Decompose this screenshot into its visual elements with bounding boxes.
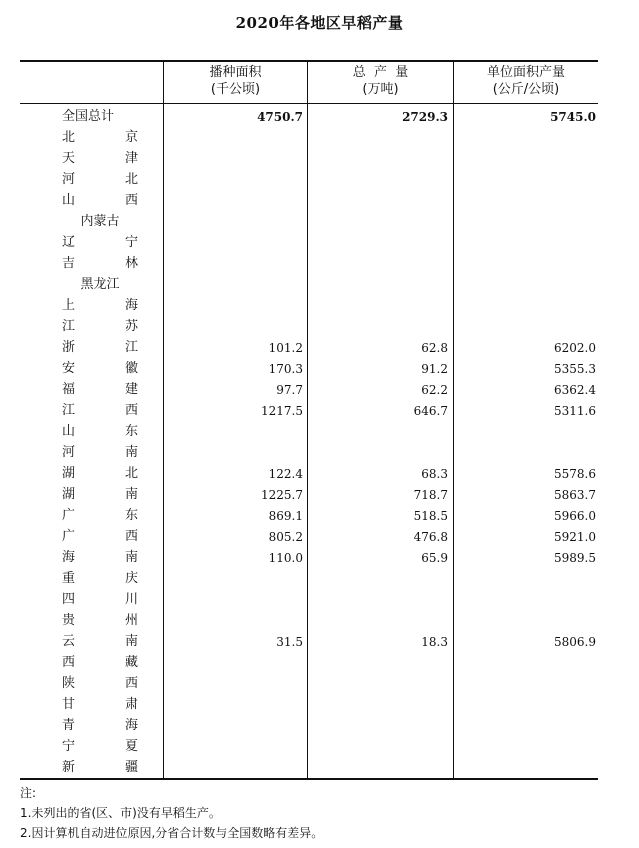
table-row: [20, 547, 598, 568]
table-row: [20, 421, 598, 442]
table-row: [20, 232, 598, 253]
table-row: [20, 211, 598, 232]
area-value: 97.7: [276, 383, 303, 397]
table-row: [20, 736, 598, 757]
region-name: 湖北: [62, 466, 138, 481]
table-row: [20, 652, 598, 673]
region-name: 西藏: [62, 655, 138, 670]
region-name: 新疆: [62, 760, 138, 775]
table-row: [20, 442, 598, 463]
header-yield-unit: (公斤/公顷): [492, 82, 560, 97]
output-value: 476.8: [413, 530, 448, 544]
region-name: 贵州: [62, 613, 138, 628]
table-row: [20, 715, 598, 736]
region-name: 上海: [62, 298, 138, 313]
region-name: 吉林: [62, 256, 138, 271]
yield-value: 5921.0: [554, 530, 596, 544]
region-name: 安徽: [62, 361, 138, 376]
table-row: [20, 190, 598, 211]
page-title: 2020年各地区早稻产量: [235, 14, 404, 32]
region-name: 内蒙古: [80, 214, 120, 229]
region-name: 全国总计: [62, 109, 115, 124]
table-row: [20, 631, 598, 652]
yield-value: 6362.4: [554, 383, 596, 397]
table-row: [20, 358, 598, 379]
output-value: 518.5: [413, 509, 448, 523]
table-row: [20, 148, 598, 169]
yield-value: 5806.9: [554, 635, 596, 649]
table-row: [20, 610, 598, 631]
region-name: 甘肃: [62, 697, 138, 712]
notes-label: 注:: [20, 786, 37, 800]
area-value: 110.0: [268, 551, 303, 565]
region-name: 青海: [62, 718, 138, 733]
area-value: 805.2: [268, 530, 303, 544]
output-value: 62.8: [421, 341, 448, 355]
output-value: 646.7: [413, 404, 448, 418]
table-row: [20, 463, 598, 484]
region-name: 湖南: [62, 487, 138, 502]
note-item: 1.未列出的省(区、市)没有早稻生产。: [20, 806, 221, 820]
region-name: 天津: [62, 151, 138, 166]
header-yield: [454, 64, 598, 98]
yield-value: 5745.0: [550, 110, 596, 124]
output-value: 18.3: [421, 635, 448, 649]
yield-value: 5311.6: [554, 404, 596, 418]
area-value: 122.4: [268, 467, 303, 481]
yield-value: 5966.0: [554, 509, 596, 523]
header-output: [308, 64, 453, 98]
table-row: [20, 274, 598, 295]
area-value: 101.2: [268, 341, 303, 355]
area-value: 4750.7: [257, 110, 303, 124]
output-value: 65.9: [421, 551, 448, 565]
table-top-rule: [20, 60, 598, 62]
table-row: [20, 400, 598, 421]
table-row: [20, 526, 598, 547]
table-header-rule: [20, 103, 598, 104]
table-row: [20, 169, 598, 190]
region-name: 河北: [62, 172, 138, 187]
header-yield-label: 单位面积产量: [486, 65, 565, 80]
area-value: 1217.5: [261, 404, 303, 418]
table-row: [20, 589, 598, 610]
region-name: 江苏: [62, 319, 138, 334]
output-value: 91.2: [421, 362, 448, 376]
region-name: 广东: [62, 508, 138, 523]
output-value: 718.7: [413, 488, 448, 502]
region-name: 海南: [62, 550, 138, 565]
region-name: 河南: [62, 445, 138, 460]
table-body: [20, 106, 598, 778]
table-row: [20, 253, 598, 274]
area-value: 170.3: [268, 362, 303, 376]
region-name: 陕西: [62, 676, 138, 691]
table-row: [20, 568, 598, 589]
table-row: [20, 757, 598, 778]
region-name: 辽宁: [62, 235, 138, 250]
table-row: [20, 694, 598, 715]
region-name: 四川: [62, 592, 138, 607]
note-item: 2.因计算机自动进位原因,分省合计数与全国数略有差异。: [20, 826, 324, 840]
table-row: [20, 505, 598, 526]
area-value: 1225.7: [261, 488, 303, 502]
header-area-label: 播种面积: [209, 65, 262, 80]
yield-value: 5355.3: [554, 362, 596, 376]
table-row: [20, 673, 598, 694]
region-name: 山西: [62, 193, 138, 208]
header-area: [164, 64, 307, 98]
footnotes: [20, 783, 323, 843]
area-value: 869.1: [268, 509, 303, 523]
output-value: 62.2: [421, 383, 448, 397]
area-value: 31.5: [276, 635, 303, 649]
region-name: 浙江: [62, 340, 138, 355]
table-row-total: [20, 106, 598, 127]
header-output-unit: (万吨): [362, 82, 399, 97]
table-row: [20, 127, 598, 148]
region-name: 重庆: [62, 571, 138, 586]
table-row: [20, 295, 598, 316]
region-name: 江西: [62, 403, 138, 418]
region-name: 宁夏: [62, 739, 138, 754]
output-value: 68.3: [421, 467, 448, 481]
yield-value: 5863.7: [554, 488, 596, 502]
region-name: 福建: [62, 382, 138, 397]
region-name: 山东: [62, 424, 138, 439]
region-name: 广西: [62, 529, 138, 544]
region-name: 北京: [62, 130, 138, 145]
table-row: [20, 316, 598, 337]
table-row: [20, 337, 598, 358]
table-row: [20, 379, 598, 400]
region-name: 黑龙江: [80, 277, 120, 292]
header-area-unit: (千公顷): [210, 82, 261, 97]
yield-value: 6202.0: [554, 341, 596, 355]
header-output-label: 总 产 量: [352, 65, 409, 80]
region-name: 云南: [62, 634, 138, 649]
table-row: [20, 484, 598, 505]
table-bottom-rule: [20, 778, 598, 780]
output-value: 2729.3: [402, 110, 448, 124]
yield-value: 5989.5: [554, 551, 596, 565]
yield-value: 5578.6: [554, 467, 596, 481]
